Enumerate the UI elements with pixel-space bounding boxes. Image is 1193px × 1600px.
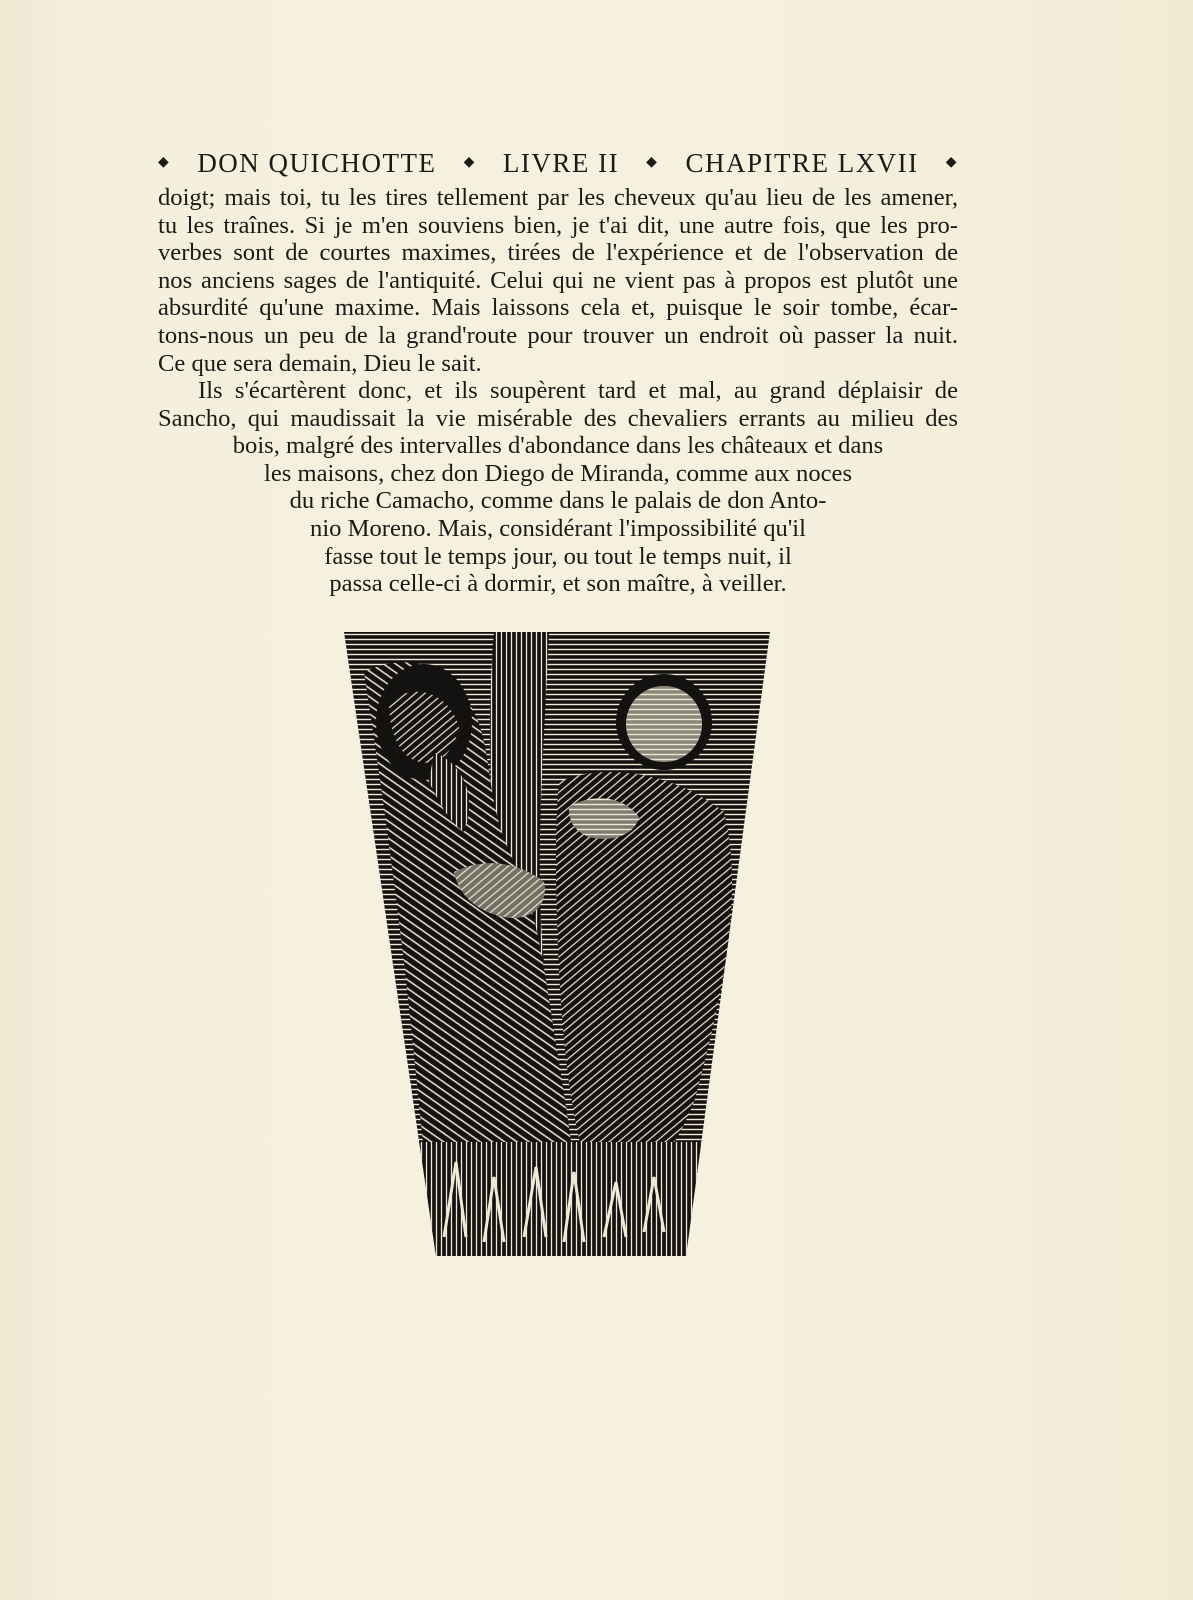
text-line: Ils s'écartèrent donc, et ils soupèrent tard et mal, au grand déplaisir de	[198, 377, 958, 404]
paragraph-1	[158, 184, 958, 377]
ornament-diamond-icon: ◆	[646, 155, 659, 170]
text-line: Sancho, qui maudissait la vie misérable des chevaliers errants au milieu des	[158, 404, 958, 432]
paragraph-2	[158, 377, 958, 598]
ornament-diamond-icon: ◆	[158, 155, 171, 170]
ornament-diamond-icon: ◆	[463, 155, 476, 170]
ornament-diamond-icon: ◆	[945, 155, 958, 170]
text-line: nio Moreno. Mais, considérant l'impossibilité qu'il	[310, 514, 806, 542]
text-line: absurdité qu'une maxime. Mais laissons cela et, puisque le soir tombe, écar-	[158, 294, 958, 322]
text-line: les maisons, chez don Diego de Miranda, comme aux noces	[263, 459, 853, 487]
running-head-title: DON QUICHOTTE	[197, 148, 437, 178]
woodcut-image	[344, 632, 770, 1256]
text-line: doigt; mais toi, tu les tires tellement par les cheveux qu'au lieu de les amener,	[158, 184, 958, 211]
text-line: passa celle-ci à dormir, et son maître, à veiller.	[329, 570, 787, 598]
text-line: verbes sont de courtes maximes, tirées de l'expérience et de l'observation de	[158, 239, 958, 267]
running-head	[158, 147, 958, 179]
text-line: tons-nous un peu de la grand'route pour trouver un endroit où passer la nuit.	[158, 321, 958, 349]
running-head-chapter: CHAPITRE LXVII	[685, 148, 919, 178]
text-line: fasse tout le temps jour, ou tout le temps nuit, il	[324, 542, 792, 570]
woodcut-illustration	[344, 632, 770, 1256]
text-line: nos anciens sages de l'antiquité. Celui qui ne vient pas à propos est plutôt une	[158, 266, 958, 294]
text-line: tu les traînes. Si je m'en souviens bien, je t'ai dit, une autre fois, que les pro-	[158, 211, 958, 239]
text-line: du riche Camacho, comme dans le palais de don Anto-	[289, 487, 827, 515]
text-line: Ce que sera demain, Dieu le sait.	[158, 349, 482, 377]
text-line: bois, malgré des intervalles d'abondance dans les châteaux et dans	[232, 432, 884, 460]
running-head-book: LIVRE II	[502, 148, 620, 178]
